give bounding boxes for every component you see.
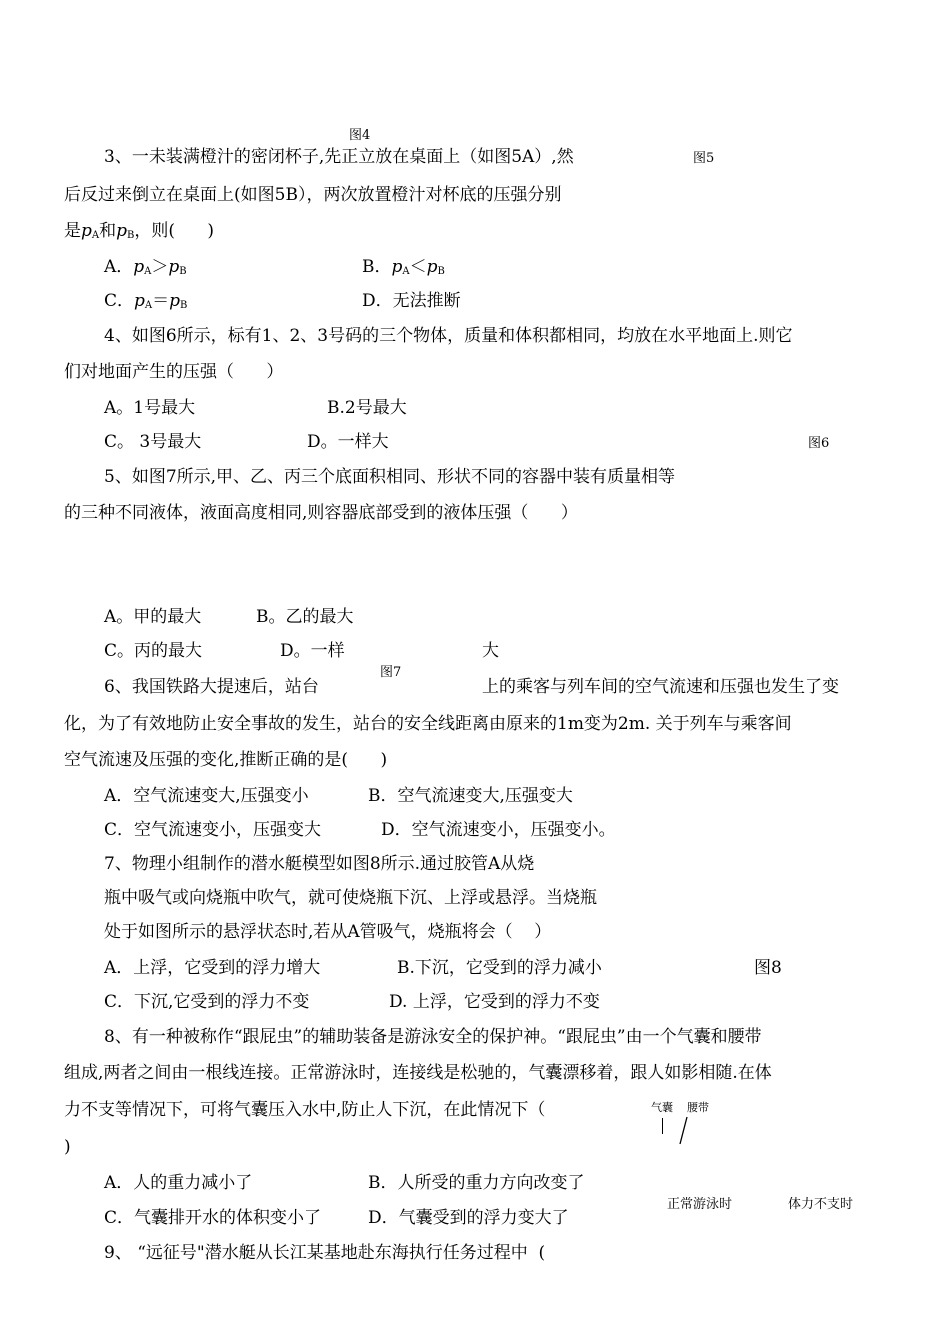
q6-line-2: 化，为了有效地防止安全事故的发生，站台的安全线距离由原来的1m变为2m. 关于列车与乘客间: [64, 714, 792, 734]
q7-line-2: 瓶中吸气或向烧瓶中吹气，就可使烧瓶下沉、上浮或悬浮。当烧瓶: [104, 888, 597, 908]
figure-belt-label: 腰带: [687, 1101, 709, 1114]
q3-line-1: 3、一未装满橙汁的密闭杯子,先正立放在桌面上（如图5A）,然: [104, 147, 574, 167]
q6-option-b: B．空气流速变大,压强变大: [368, 786, 573, 806]
figure-normal-swim-caption: 正常游泳时: [667, 1197, 733, 1212]
q5-option-d: D。一样: [280, 641, 345, 661]
q9-line-1: 9、 “远征号"潜水艇从长江某基地赴东海执行任务过程中 (: [104, 1243, 546, 1263]
q7-line-3: 处于如图所示的悬浮状态时,若从A管吸气，烧瓶将会（ ）: [104, 922, 552, 942]
q6-option-a: A．空气流速变大,压强变小: [104, 786, 309, 806]
figure-tired-caption: 体力不支时: [788, 1197, 854, 1212]
q4-option-c: C。 3号最大: [104, 432, 202, 452]
q4-line-1: 4、如图6所示，标有1、2、3号码的三个物体，质量和体积都相同，均放在水平地面上.则它: [104, 326, 793, 346]
q3-option-a: A．$p_A>p_B$: [104, 257, 187, 277]
q8-option-c: C．气囊排开水的体积变小了: [104, 1208, 322, 1228]
q7-option-c: C．下沉,它受到的浮力不变: [104, 992, 310, 1012]
q7-option-d: D. 上浮，它受到的浮力不变: [389, 992, 600, 1012]
q6-line-1b: 上的乘客与列车间的空气流速和压强也发生了变: [482, 677, 839, 697]
q8-option-b: B．人所受的重力方向改变了: [368, 1173, 585, 1193]
q5-option-a: A。甲的最大: [104, 607, 202, 627]
figure-5-label: 图5: [693, 151, 715, 166]
q3-line-2: 后反过来倒立在桌面上(如图5B），两次放置橙汁对杯底的压强分别: [64, 185, 562, 205]
q6-line-1a: 6、我国铁路大提速后，站台: [104, 677, 319, 697]
q8-option-d: D．气囊受到的浮力变大了: [368, 1208, 569, 1228]
q6-option-d: D．空气流速变小，压强变小。: [381, 820, 616, 840]
q3-option-d: D．无法推断: [362, 291, 461, 311]
q8-line-3: 力不支等情况下，可将气囊压入水中,防止人下沉，在此情况下（: [64, 1100, 546, 1120]
q4-option-d: D。一样大: [307, 432, 389, 452]
figure-belt-pointer-line: [680, 1117, 687, 1144]
q8-line-1: 8、有一种被称作“跟屁虫”的辅助装备是游泳安全的保护神。“跟屁虫”由一个气囊和腰带: [104, 1027, 762, 1047]
q5-option-b: B。乙的最大: [256, 607, 354, 627]
q5-option-d-tail: 大: [482, 641, 499, 661]
figure-7-label: 图7: [380, 665, 402, 680]
q5-line-1: 5、如图7所示,甲、乙、丙三个底面积相同、形状不同的容器中装有质量相等: [104, 467, 676, 487]
q5-line-2: 的三种不同液体，液面高度相同,则容器底部受到的液体压强（ ）: [64, 503, 578, 523]
q7-option-a: A．上浮，它受到的浮力增大: [104, 958, 321, 978]
figure-belt-pointer: [676, 1116, 690, 1146]
q5-option-c: C。丙的最大: [104, 641, 203, 661]
q4-option-b: B.2号最大: [327, 398, 407, 418]
figure-8-label: 图8: [754, 958, 782, 978]
q6-line-3: 空气流速及压强的变化,推断正确的是( ): [64, 750, 388, 770]
q7-line-1: 7、物理小组制作的潜水艇模型如图8所示.通过胶管A从烧: [104, 854, 535, 874]
figure-4-label: 图4: [349, 128, 371, 143]
q6-option-c: C．空气流速变小，压强变大: [104, 820, 322, 840]
q8-option-a: A．人的重力减小了: [104, 1173, 253, 1193]
q4-line-2: 们对地面产生的压强（ ）: [64, 362, 284, 382]
figure-airbag-pointer: [662, 1118, 663, 1134]
figure-airbag-label: 气囊: [651, 1101, 673, 1114]
q4-option-a: A。1号最大: [104, 398, 196, 418]
q8-line-2: 组成,两者之间由一根线连接。正常游泳时，连接线是松驰的，气囊漂移着，跟人如影相随.在体: [64, 1063, 772, 1083]
q3-line-3: 是$p_A$和$p_B$，则( ): [64, 221, 215, 241]
q3-option-c: C．$p_A=p_B$: [104, 291, 188, 311]
q3-option-b: B．$p_A<p_B$: [362, 257, 445, 277]
figure-6-label: 图6: [808, 436, 830, 451]
q7-option-b: B.下沉，它受到的浮力减小: [397, 958, 602, 978]
q8-line-4: ): [64, 1137, 71, 1157]
